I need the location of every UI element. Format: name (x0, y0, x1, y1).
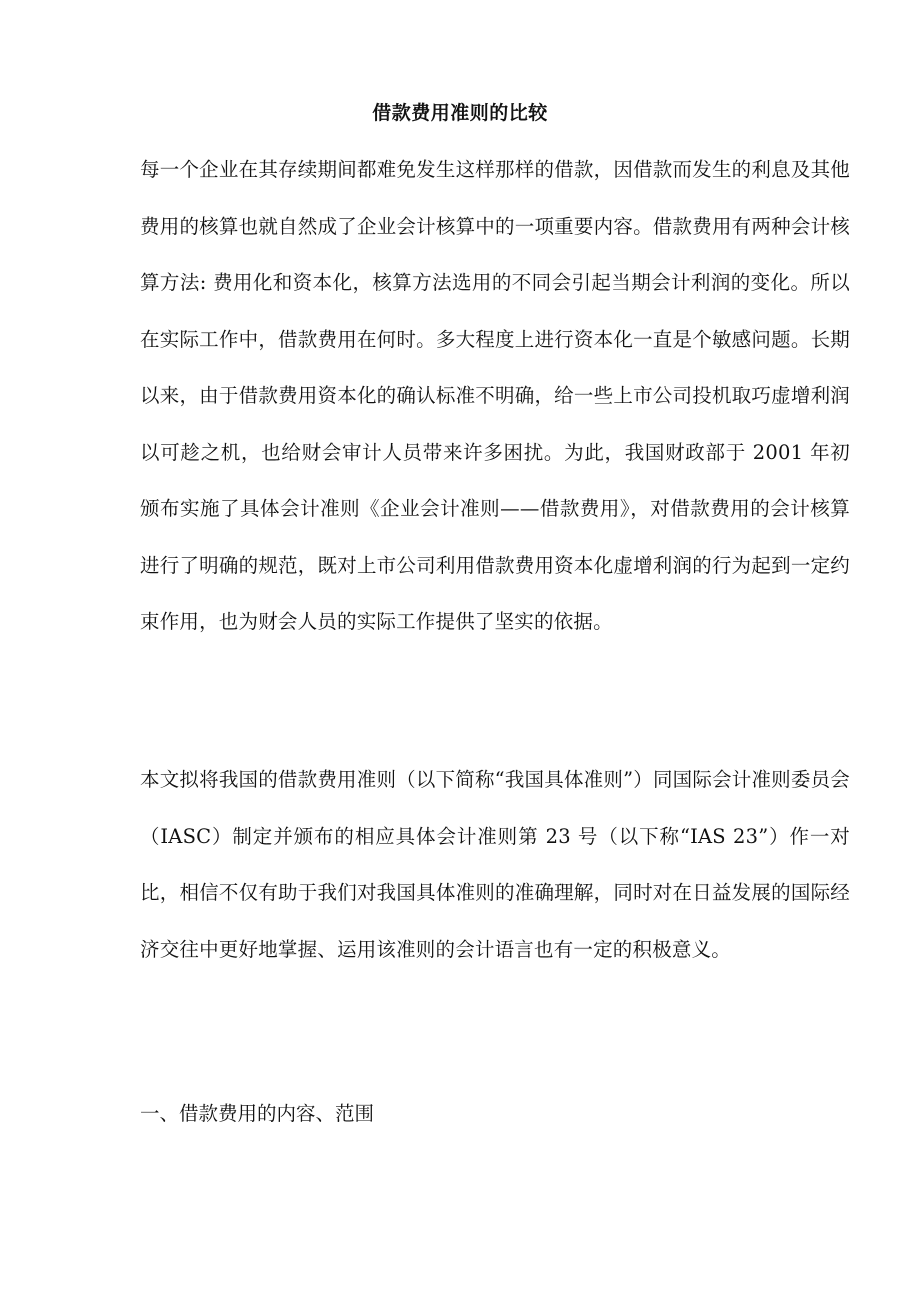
document-title: 借款费用准则的比较 (372, 102, 548, 124)
body-paragraph-1: 每一个企业在其存续期间都难免发生这样那样的借款，因借款而发生的利息及其他费用的核算也就自然成了企业会计核算中的一项重要内容。借款费用有两种会计核算方法: 费用化和资本化，核算方法选用的不同会引起当期会计利润的变化。所以在实际工作中，借款费用在何时。多大程度上进行资本化一直是个敏感问题。长期以来，由于借款费用资本化的确认标准不明确，给一些上市公司投机取巧虚增利润以可趁之机，也给财会审计人员带来许多困扰。为此，我国财政部于 2001 年初颁布实施了具体会计准则《企业会计准则——借款费用》，对借款费用的会计核算进行了明确的规范，既对上市公司利用借款费用资本化虚增利润的行为起到一定约束作用，也为财会人员的实际工作提供了坚实的依据。 (140, 158, 850, 633)
body-paragraph-2: 本文拟将我国的借款费用准则（以下简称“我国具体准则”）同国际会计准则委员会（IASC）制定并颁布的相应具体会计准则第 23 号（以下称“IAS 23”）作一对比，相信不仅有助于我们对我国具体准则的准确理解，同时对在日益发展的国际经济交往中更好地掌握、运用该准则的会计语言也有一定的积极意义。 (140, 768, 850, 961)
section-heading-1: 一、借款费用的内容、范围 (140, 1102, 375, 1125)
